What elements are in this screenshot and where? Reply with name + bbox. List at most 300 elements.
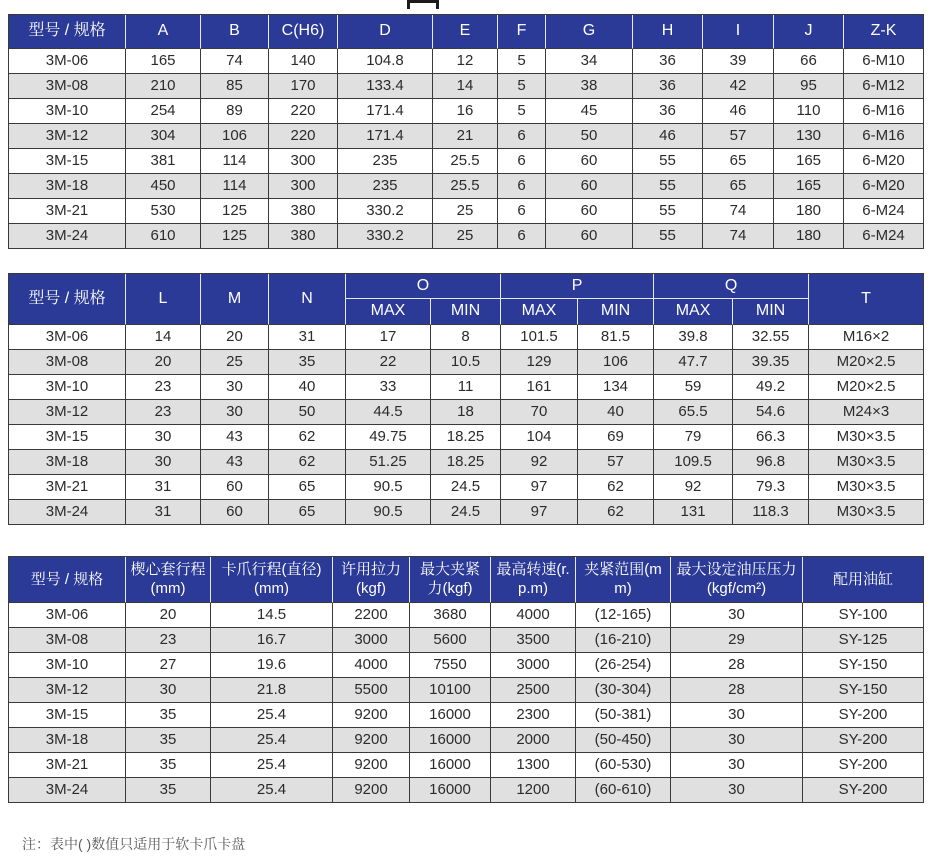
value-cell: 4000 <box>491 603 576 628</box>
column-header: Z-K <box>844 15 924 49</box>
value-cell: 28 <box>671 678 803 703</box>
value-cell: 109.5 <box>654 450 733 475</box>
value-cell: 180 <box>774 199 844 224</box>
value-cell: 90.5 <box>346 500 431 525</box>
model-cell: 3M-15 <box>9 703 126 728</box>
table-row <box>9 728 924 753</box>
value-cell: 34 <box>546 49 633 74</box>
table-row <box>9 224 924 249</box>
value-cell: 6-M20 <box>844 149 924 174</box>
column-header: M <box>201 274 269 325</box>
model-cell: 3M-08 <box>9 74 126 99</box>
value-cell: 104 <box>501 425 578 450</box>
value-cell: 95 <box>774 74 844 99</box>
value-cell: SY-150 <box>803 653 924 678</box>
value-cell: 6-M10 <box>844 49 924 74</box>
value-cell: 30 <box>671 703 803 728</box>
value-cell: 22 <box>346 350 431 375</box>
value-cell: 65 <box>269 475 346 500</box>
value-cell: 9200 <box>333 703 410 728</box>
value-cell: 16000 <box>410 753 491 778</box>
value-cell: 235 <box>338 174 433 199</box>
value-cell: 25.4 <box>211 753 333 778</box>
value-cell: 59 <box>654 375 733 400</box>
header-row <box>9 15 924 49</box>
value-cell: 43 <box>201 425 269 450</box>
value-cell: 161 <box>501 375 578 400</box>
value-cell: 55 <box>633 174 703 199</box>
value-cell: 60 <box>546 149 633 174</box>
value-cell: 220 <box>269 99 338 124</box>
model-cell: 3M-18 <box>9 174 126 199</box>
table-row <box>9 400 924 425</box>
value-cell: M30×3.5 <box>809 475 924 500</box>
value-cell: 92 <box>501 450 578 475</box>
value-cell: 165 <box>126 49 201 74</box>
value-cell: SY-200 <box>803 778 924 803</box>
value-cell: 235 <box>338 149 433 174</box>
value-cell: 134 <box>578 375 654 400</box>
value-cell: 24.5 <box>431 500 501 525</box>
value-cell: 5600 <box>410 628 491 653</box>
model-cell: 3M-21 <box>9 199 126 224</box>
value-cell: (12-165) <box>576 603 671 628</box>
value-cell: 30 <box>126 678 211 703</box>
column-header: E <box>433 15 498 49</box>
column-header: T <box>809 274 924 325</box>
column-header: 配用油缸 <box>803 557 924 603</box>
value-cell: 25.5 <box>433 174 498 199</box>
value-cell: 6 <box>498 149 546 174</box>
column-header: A <box>126 15 201 49</box>
value-cell: 1300 <box>491 753 576 778</box>
value-cell: 9200 <box>333 778 410 803</box>
value-cell: 51.25 <box>346 450 431 475</box>
value-cell: 6 <box>498 224 546 249</box>
table-row <box>9 653 924 678</box>
value-cell: 79 <box>654 425 733 450</box>
model-cell: 3M-18 <box>9 450 126 475</box>
model-cell: 3M-21 <box>9 753 126 778</box>
model-cell: 3M-12 <box>9 678 126 703</box>
header-row <box>9 557 924 603</box>
value-cell: 50 <box>546 124 633 149</box>
value-cell: 12 <box>433 49 498 74</box>
column-header: MAX <box>346 299 431 324</box>
value-cell: 10100 <box>410 678 491 703</box>
dimensions-table-b <box>8 273 924 525</box>
value-cell: 92 <box>654 475 733 500</box>
value-cell: 2200 <box>333 603 410 628</box>
value-cell: 104.8 <box>338 49 433 74</box>
value-cell: 16 <box>433 99 498 124</box>
model-cell: 3M-10 <box>9 653 126 678</box>
value-cell: 101.5 <box>501 325 578 350</box>
model-cell: 3M-10 <box>9 375 126 400</box>
value-cell: 40 <box>269 375 346 400</box>
value-cell: 40 <box>578 400 654 425</box>
model-cell: 3M-08 <box>9 628 126 653</box>
value-cell: 28 <box>671 653 803 678</box>
value-cell: 106 <box>578 350 654 375</box>
value-cell: 60 <box>546 174 633 199</box>
table-row <box>9 753 924 778</box>
value-cell: (26-254) <box>576 653 671 678</box>
value-cell: 25.4 <box>211 778 333 803</box>
value-cell: 38 <box>546 74 633 99</box>
column-header: N <box>269 274 346 325</box>
value-cell: 114 <box>201 174 269 199</box>
value-cell: 2300 <box>491 703 576 728</box>
value-cell: (30-304) <box>576 678 671 703</box>
value-cell: 46 <box>703 99 774 124</box>
value-cell: 10.5 <box>431 350 501 375</box>
value-cell: 171.4 <box>338 99 433 124</box>
value-cell: 18 <box>431 400 501 425</box>
value-cell: 32.55 <box>733 325 809 350</box>
column-header: 夹紧范围(mm) <box>576 557 671 603</box>
value-cell: 30 <box>201 375 269 400</box>
performance-table <box>8 556 924 803</box>
value-cell: 118.3 <box>733 500 809 525</box>
value-cell: 39.8 <box>654 325 733 350</box>
model-cell: 3M-24 <box>9 500 126 525</box>
value-cell: 110 <box>774 99 844 124</box>
value-cell: (50-381) <box>576 703 671 728</box>
value-cell: 74 <box>201 49 269 74</box>
table-row <box>9 49 924 74</box>
column-header: 最大设定油压压力 (kgf/cm²) <box>671 557 803 603</box>
value-cell: 30 <box>126 450 201 475</box>
value-cell: 25.4 <box>211 728 333 753</box>
value-cell: 27 <box>126 653 211 678</box>
value-cell: 131 <box>654 500 733 525</box>
value-cell: 65.5 <box>654 400 733 425</box>
value-cell: SY-200 <box>803 728 924 753</box>
value-cell: 2000 <box>491 728 576 753</box>
value-cell: 60 <box>201 475 269 500</box>
column-header: B <box>201 15 269 49</box>
value-cell: 20 <box>201 325 269 350</box>
value-cell: 5 <box>498 99 546 124</box>
table-row <box>9 475 924 500</box>
value-cell: 30 <box>671 603 803 628</box>
value-cell: 24.5 <box>431 475 501 500</box>
value-cell: 129 <box>501 350 578 375</box>
value-cell: SY-100 <box>803 603 924 628</box>
value-cell: 62 <box>269 450 346 475</box>
value-cell: 31 <box>126 500 201 525</box>
value-cell: 35 <box>126 753 211 778</box>
value-cell: 220 <box>269 124 338 149</box>
model-cell: 3M-06 <box>9 603 126 628</box>
value-cell: 62 <box>269 425 346 450</box>
value-cell: 62 <box>578 500 654 525</box>
column-header: MAX <box>501 299 578 324</box>
value-cell: (60-610) <box>576 778 671 803</box>
value-cell: 300 <box>269 149 338 174</box>
value-cell: 65 <box>269 500 346 525</box>
value-cell: 65 <box>703 149 774 174</box>
cropped-figure-fragment <box>407 0 439 9</box>
header-row <box>9 274 924 299</box>
value-cell: M24×3 <box>809 400 924 425</box>
value-cell: 610 <box>126 224 201 249</box>
value-cell: 43 <box>201 450 269 475</box>
model-cell: 3M-15 <box>9 149 126 174</box>
value-cell: 17 <box>346 325 431 350</box>
value-cell: 30 <box>671 753 803 778</box>
value-cell: 25.5 <box>433 149 498 174</box>
column-header: C(H6) <box>269 15 338 49</box>
value-cell: SY-200 <box>803 753 924 778</box>
column-header: 型号 / 规格 <box>9 15 126 49</box>
value-cell: 106 <box>201 124 269 149</box>
value-cell: 16000 <box>410 778 491 803</box>
value-cell: 90.5 <box>346 475 431 500</box>
value-cell: 60 <box>201 500 269 525</box>
column-header: F <box>498 15 546 49</box>
column-header: MIN <box>431 299 501 324</box>
value-cell: 114 <box>201 149 269 174</box>
table-row <box>9 778 924 803</box>
value-cell: 11 <box>431 375 501 400</box>
value-cell: 7550 <box>410 653 491 678</box>
table-row <box>9 703 924 728</box>
value-cell: 96.8 <box>733 450 809 475</box>
value-cell: 304 <box>126 124 201 149</box>
value-cell: 49.2 <box>733 375 809 400</box>
value-cell: 6-M16 <box>844 99 924 124</box>
column-header: MIN <box>733 299 809 324</box>
value-cell: 18.25 <box>431 425 501 450</box>
model-cell: 3M-21 <box>9 475 126 500</box>
value-cell: 60 <box>546 199 633 224</box>
value-cell: 65 <box>703 174 774 199</box>
value-cell: 5 <box>498 49 546 74</box>
model-cell: 3M-24 <box>9 224 126 249</box>
model-cell: 3M-06 <box>9 49 126 74</box>
value-cell: 74 <box>703 199 774 224</box>
value-cell: 42 <box>703 74 774 99</box>
value-cell: 381 <box>126 149 201 174</box>
column-header: 最高转速(r.p.m) <box>491 557 576 603</box>
value-cell: 66 <box>774 49 844 74</box>
value-cell: 49.75 <box>346 425 431 450</box>
value-cell: 16000 <box>410 728 491 753</box>
value-cell: 14 <box>433 74 498 99</box>
value-cell: 380 <box>269 199 338 224</box>
value-cell: 36 <box>633 99 703 124</box>
value-cell: 36 <box>633 74 703 99</box>
value-cell: 18.25 <box>431 450 501 475</box>
value-cell: 20 <box>126 603 211 628</box>
value-cell: 35 <box>126 728 211 753</box>
value-cell: 140 <box>269 49 338 74</box>
value-cell: 46 <box>633 124 703 149</box>
value-cell: 55 <box>633 149 703 174</box>
value-cell: 330.2 <box>338 224 433 249</box>
value-cell: 30 <box>671 728 803 753</box>
model-cell: 3M-12 <box>9 124 126 149</box>
value-cell: 23 <box>126 628 211 653</box>
value-cell: 210 <box>126 74 201 99</box>
column-header: Q <box>654 274 809 299</box>
value-cell: 6-M24 <box>844 224 924 249</box>
value-cell: 97 <box>501 475 578 500</box>
value-cell: 16.7 <box>211 628 333 653</box>
value-cell: M20×2.5 <box>809 375 924 400</box>
value-cell: 97 <box>501 500 578 525</box>
table-row <box>9 500 924 525</box>
table-row <box>9 325 924 350</box>
value-cell: 47.7 <box>654 350 733 375</box>
value-cell: 81.5 <box>578 325 654 350</box>
value-cell: 6-M20 <box>844 174 924 199</box>
value-cell: 171.4 <box>338 124 433 149</box>
value-cell: 6 <box>498 124 546 149</box>
value-cell: 25 <box>433 199 498 224</box>
value-cell: 45 <box>546 99 633 124</box>
table-row <box>9 450 924 475</box>
value-cell: (16-210) <box>576 628 671 653</box>
value-cell: 36 <box>633 49 703 74</box>
table-row <box>9 350 924 375</box>
value-cell: 29 <box>671 628 803 653</box>
value-cell: 60 <box>546 224 633 249</box>
value-cell: 44.5 <box>346 400 431 425</box>
value-cell: 3000 <box>491 653 576 678</box>
value-cell: 39 <box>703 49 774 74</box>
value-cell: 70 <box>501 400 578 425</box>
value-cell: 66.3 <box>733 425 809 450</box>
value-cell: 170 <box>269 74 338 99</box>
value-cell: 6-M16 <box>844 124 924 149</box>
value-cell: 19.6 <box>211 653 333 678</box>
value-cell: 3500 <box>491 628 576 653</box>
value-cell: 9200 <box>333 728 410 753</box>
value-cell: 14 <box>126 325 201 350</box>
value-cell: 55 <box>633 199 703 224</box>
value-cell: 130 <box>774 124 844 149</box>
value-cell: 2500 <box>491 678 576 703</box>
value-cell: SY-125 <box>803 628 924 653</box>
value-cell: 6-M12 <box>844 74 924 99</box>
value-cell: 125 <box>201 199 269 224</box>
column-header: 最大夹紧力(kgf) <box>410 557 491 603</box>
value-cell: 330.2 <box>338 199 433 224</box>
value-cell: SY-150 <box>803 678 924 703</box>
column-header: 型号 / 规格 <box>9 274 126 325</box>
table-row <box>9 124 924 149</box>
value-cell: 33 <box>346 375 431 400</box>
value-cell: 31 <box>269 325 346 350</box>
value-cell: 6 <box>498 174 546 199</box>
value-cell: 5 <box>498 74 546 99</box>
value-cell: 69 <box>578 425 654 450</box>
value-cell: 39.35 <box>733 350 809 375</box>
model-cell: 3M-10 <box>9 99 126 124</box>
value-cell: 79.3 <box>733 475 809 500</box>
value-cell: 89 <box>201 99 269 124</box>
value-cell: 165 <box>774 174 844 199</box>
dimensions-table-a <box>8 14 924 249</box>
model-cell: 3M-12 <box>9 400 126 425</box>
value-cell: 450 <box>126 174 201 199</box>
value-cell: M30×3.5 <box>809 500 924 525</box>
table-row <box>9 174 924 199</box>
column-header: MIN <box>578 299 654 324</box>
value-cell: 30 <box>126 425 201 450</box>
value-cell: 31 <box>126 475 201 500</box>
column-header: H <box>633 15 703 49</box>
value-cell: 21 <box>433 124 498 149</box>
column-header: J <box>774 15 844 49</box>
value-cell: 380 <box>269 224 338 249</box>
value-cell: 133.4 <box>338 74 433 99</box>
value-cell: 54.6 <box>733 400 809 425</box>
value-cell: 30 <box>201 400 269 425</box>
column-header: MAX <box>654 299 733 324</box>
value-cell: 57 <box>578 450 654 475</box>
column-header: 楔心套行程(mm) <box>126 557 211 603</box>
table-row <box>9 425 924 450</box>
value-cell: 25 <box>433 224 498 249</box>
column-header: 型号 / 规格 <box>9 557 126 603</box>
value-cell: 20 <box>126 350 201 375</box>
table-row <box>9 199 924 224</box>
value-cell: M30×3.5 <box>809 425 924 450</box>
table-row <box>9 74 924 99</box>
value-cell: 180 <box>774 224 844 249</box>
value-cell: 35 <box>126 703 211 728</box>
table-row <box>9 628 924 653</box>
value-cell: 4000 <box>333 653 410 678</box>
model-cell: 3M-15 <box>9 425 126 450</box>
value-cell: 300 <box>269 174 338 199</box>
value-cell: 21.8 <box>211 678 333 703</box>
column-header: O <box>346 274 501 299</box>
footnote: 注：表中( )数值只适用于软卡爪卡盘 <box>22 835 246 852</box>
model-cell: 3M-08 <box>9 350 126 375</box>
value-cell: 5500 <box>333 678 410 703</box>
column-header: 卡爪行程(直径)(mm) <box>211 557 333 603</box>
value-cell: 254 <box>126 99 201 124</box>
column-header: 许用拉力(kgf) <box>333 557 410 603</box>
value-cell: 8 <box>431 325 501 350</box>
column-header: G <box>546 15 633 49</box>
value-cell: 85 <box>201 74 269 99</box>
model-cell: 3M-06 <box>9 325 126 350</box>
value-cell: 16000 <box>410 703 491 728</box>
value-cell: 1200 <box>491 778 576 803</box>
value-cell: 62 <box>578 475 654 500</box>
column-header: P <box>501 274 654 299</box>
column-header: D <box>338 15 433 49</box>
value-cell: M30×3.5 <box>809 450 924 475</box>
value-cell: 23 <box>126 375 201 400</box>
table-row <box>9 375 924 400</box>
value-cell: 74 <box>703 224 774 249</box>
value-cell: 3680 <box>410 603 491 628</box>
value-cell: M16×2 <box>809 325 924 350</box>
value-cell: 3000 <box>333 628 410 653</box>
value-cell: M20×2.5 <box>809 350 924 375</box>
value-cell: 35 <box>126 778 211 803</box>
value-cell: 23 <box>126 400 201 425</box>
value-cell: (50-450) <box>576 728 671 753</box>
column-header: L <box>126 274 201 325</box>
